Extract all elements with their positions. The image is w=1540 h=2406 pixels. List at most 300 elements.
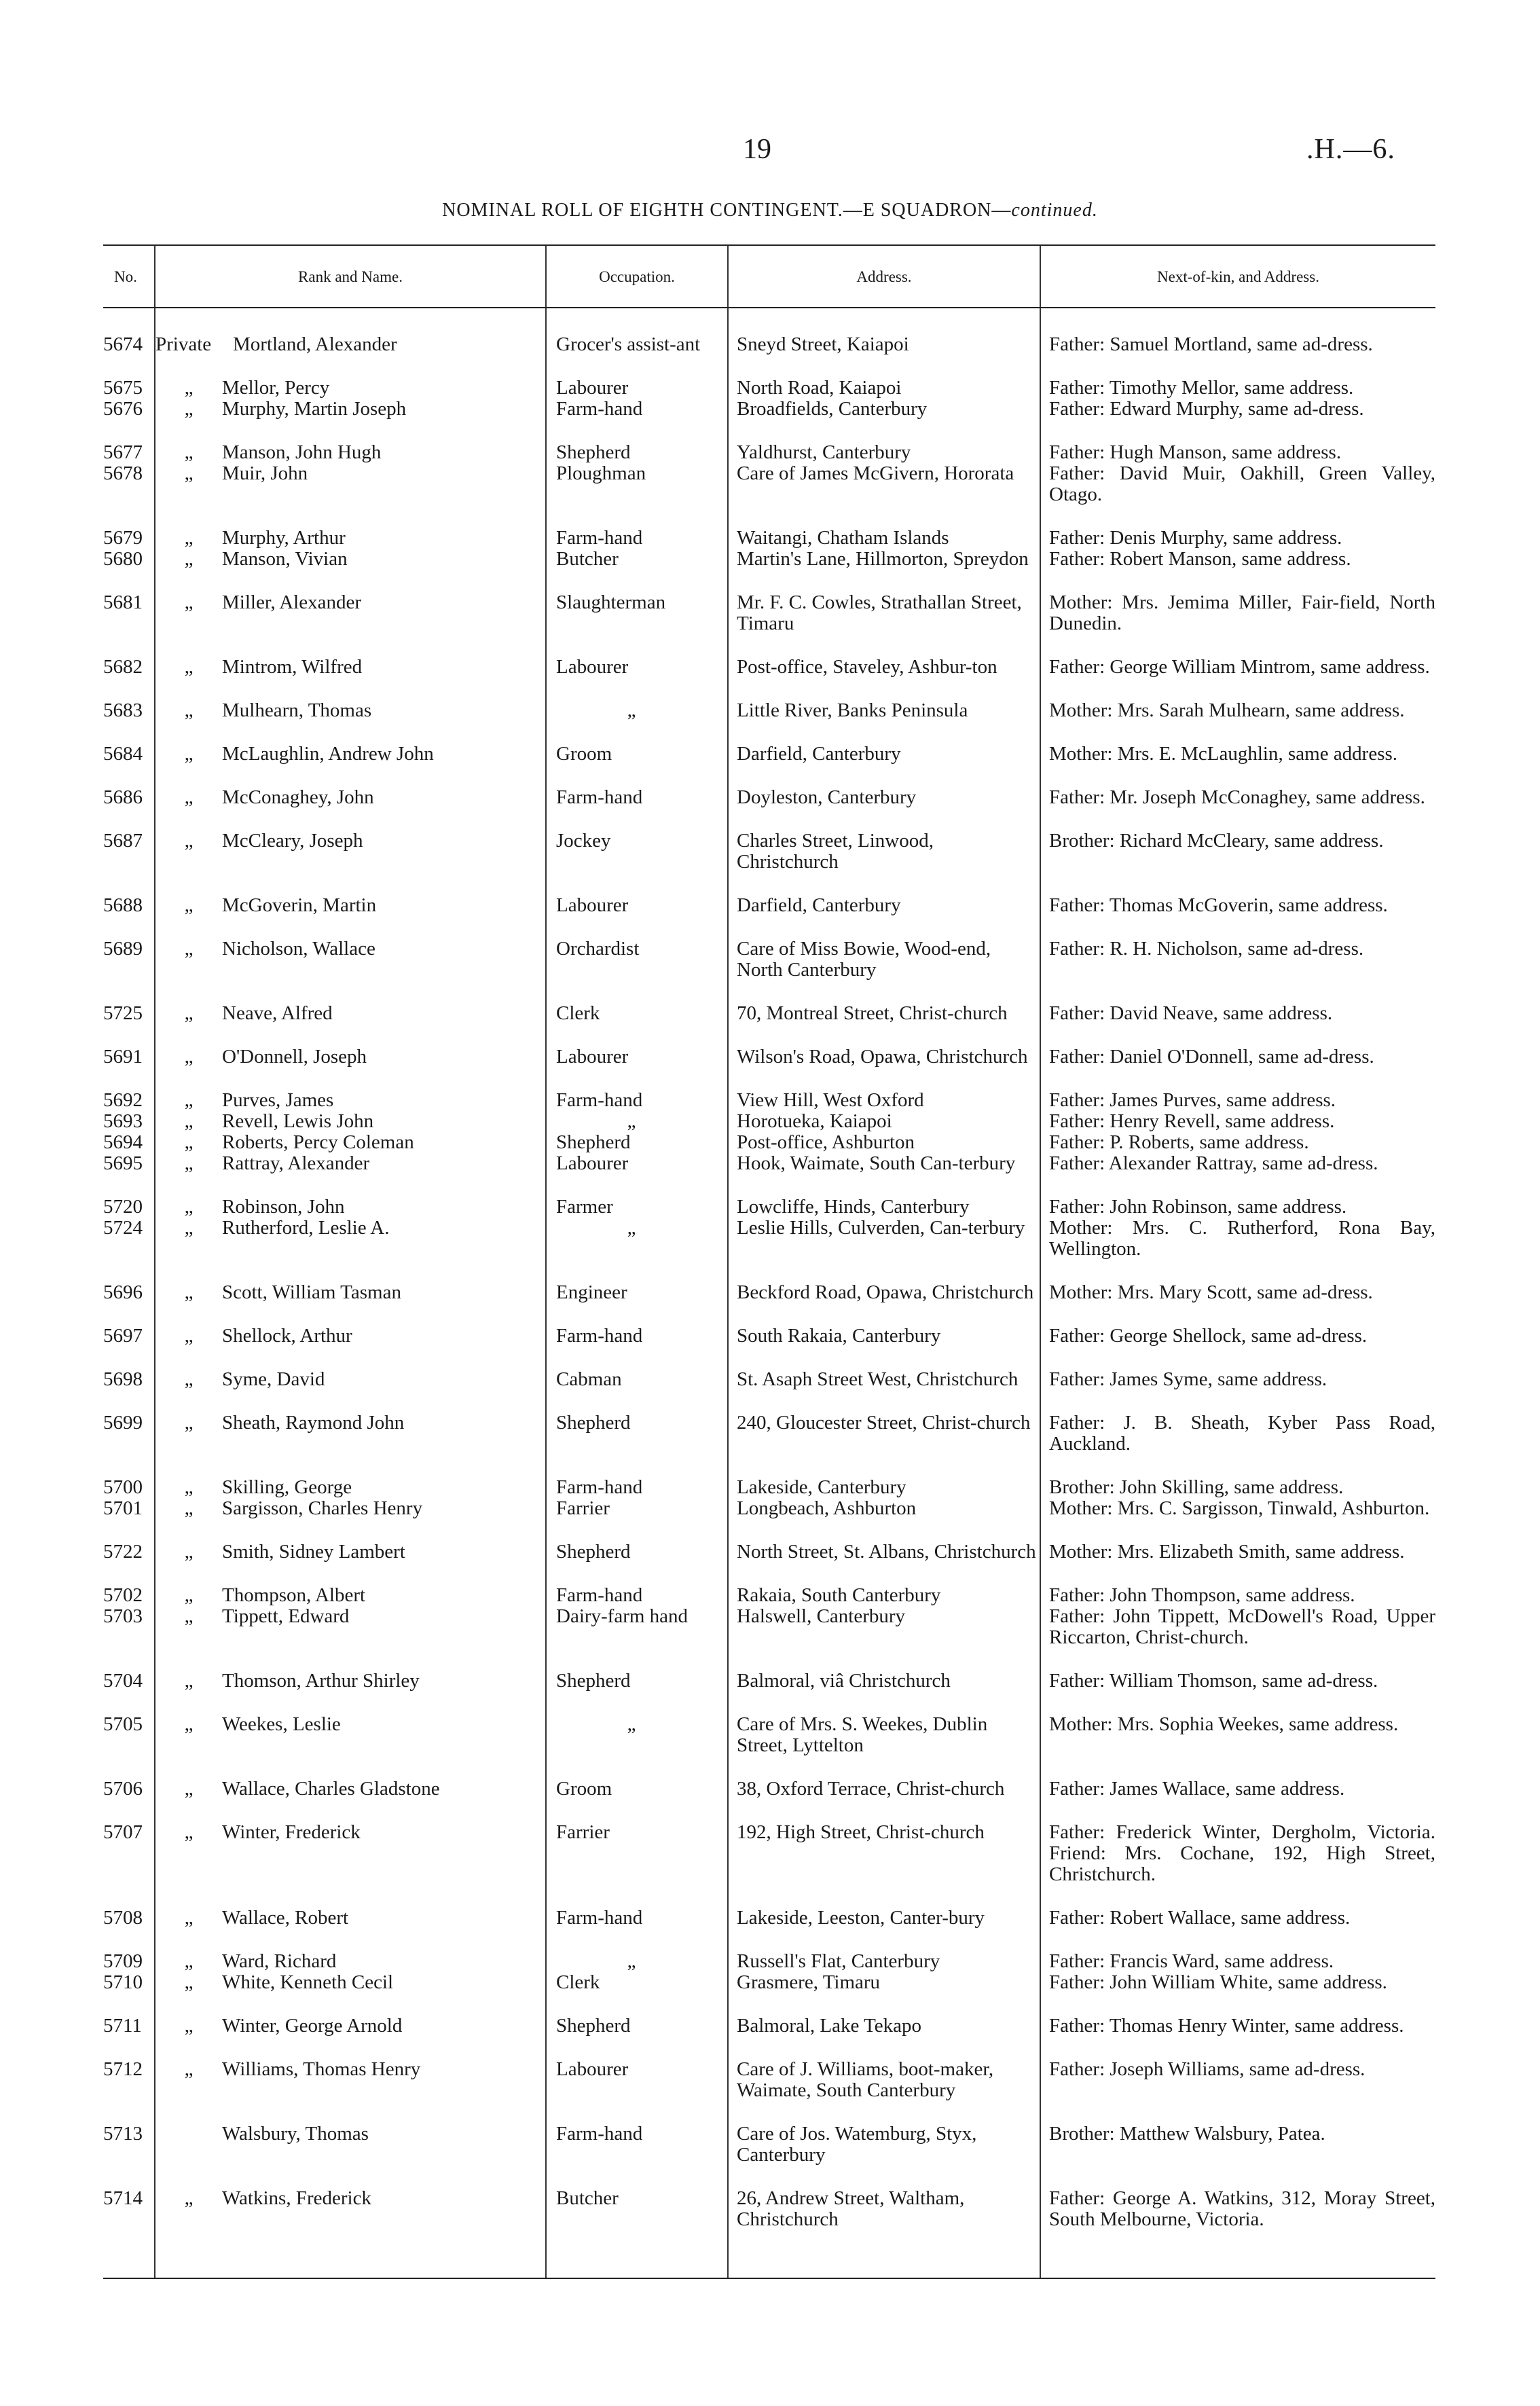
soldier-name: Manson, John Hugh [222,441,382,463]
occupation-text: Farm-hand [556,1325,643,1347]
occupation-text: Farm-hand [556,1584,643,1606]
rank-and-name-cell [155,1822,546,1908]
rank-and-name-cell [155,1153,546,1197]
table-row [103,442,1435,463]
table-row [103,399,1435,442]
next-of-kin: Father: Alexander Rattray, same ad-dress. [1040,1153,1435,1197]
address: Charles Street, Linwood, Christchurch [728,831,1040,895]
occupation [546,1197,728,1218]
column-header-rank-name: Rank and Name. [155,245,546,308]
address: Care of James McGivern, Hororata [728,463,1040,528]
occupation [546,831,728,895]
next-of-kin: Father: Timothy Mellor, same address. [1040,378,1435,399]
table-row [103,1090,1435,1111]
occupation [546,1542,728,1585]
address: Darfield, Canterbury [728,895,1040,938]
service-number: 5692 [103,1089,143,1111]
occupation-text: Farrier [556,1821,610,1843]
occupation [546,938,728,1003]
table-row [103,938,1435,1003]
address: Mr. F. C. Cowles, Strathallan Street, Timaru [728,592,1040,657]
rank: „ [184,2015,194,2037]
table-row [103,1111,1435,1132]
rank-and-name-cell [155,1585,546,1606]
column-header-no: No. [103,245,155,308]
rank-and-name-cell [155,831,546,895]
next-of-kin: Mother: Mrs. C. Rutherford, Rona Bay, Wellington. [1040,1218,1435,1282]
service-number: 5701 [103,1497,143,1519]
service-number: 5679 [103,527,143,549]
occupation-text: Farm-hand [556,527,643,549]
next-of-kin: Father: David Neave, same address. [1040,1003,1435,1046]
page-number: 19 [743,134,771,165]
next-of-kin: Father: Thomas Henry Winter, same address. [1040,2016,1435,2059]
address: North Road, Kaiapoi [728,378,1040,399]
rank: „ [184,2058,194,2080]
soldier-name: Sargisson, Charles Henry [222,1497,423,1519]
next-of-kin: Father: James Syme, same address. [1040,1369,1435,1412]
occupation [546,2059,728,2124]
rank-and-name-cell [155,334,546,378]
soldier-name: Sheath, Raymond John [222,1412,405,1434]
column-header-address: Address. [728,245,1040,308]
rank-and-name-cell [155,1671,546,1714]
soldier-name: Roberts, Percy Coleman [222,1131,414,1153]
occupation [546,1412,728,1477]
next-of-kin: Mother: Mrs. E. McLaughlin, same address. [1040,744,1435,787]
rank-and-name-cell [155,1951,546,1972]
occupation [546,463,728,528]
soldier-name: Mortland, Alexander [233,333,397,355]
address: Care of Jos. Watemburg, Styx, Canterbury [728,2124,1040,2188]
rank-and-name-cell [155,1282,546,1326]
occupation [546,787,728,831]
rank-and-name-cell [155,657,546,700]
occupation-text: Clerk [556,1971,600,1993]
occupation-text: Farm-hand [556,1089,643,1111]
address: North Street, St. Albans, Christchurch [728,1542,1040,1585]
occupation-text: Farm-hand [556,2123,643,2145]
address: St. Asaph Street West, Christchurch [728,1369,1040,1412]
service-number: 5722 [103,1541,143,1563]
rank-and-name-cell [155,1606,546,1671]
rank: „ [184,462,194,484]
service-number: 5707 [103,1821,143,1843]
service-number: 5704 [103,1670,143,1692]
table-row [103,2016,1435,2059]
table-row [103,378,1435,399]
rank-and-name-cell [155,442,546,463]
occupation [546,1326,728,1369]
address: 192, High Street, Christ-church [728,1822,1040,1908]
soldier-name: Mulhearn, Thomas [222,699,372,721]
table-row [103,1218,1435,1282]
rank: „ [184,1778,194,1800]
service-number: 5710 [103,1971,143,1993]
table-row [103,1412,1435,1477]
occupation [546,1671,728,1714]
address: Balmoral, viâ Christchurch [728,1671,1040,1714]
table-row [103,895,1435,938]
table-row [103,1714,1435,1779]
occupation [546,549,728,592]
rank-and-name-cell [155,1477,546,1498]
address: Balmoral, Lake Tekapo [728,2016,1040,2059]
next-of-kin: Father: James Purves, same address. [1040,1090,1435,1111]
next-of-kin: Mother: Mrs. C. Sargisson, Tinwald, Ashburton. [1040,1498,1435,1542]
occupation-text: Butcher [556,2187,619,2209]
table-row [103,1542,1435,1585]
service-number: 5714 [103,2188,155,2278]
occupation-text: „ [627,1950,636,1972]
table-row [103,1046,1435,1090]
table-row [103,1779,1435,1822]
occupation [546,1003,728,1046]
table-row [103,744,1435,787]
rank: „ [184,1821,194,1843]
service-number: 5693 [103,1110,143,1132]
rank: „ [184,1089,194,1111]
service-number: 5691 [103,1046,143,1068]
next-of-kin: Father: J. B. Sheath, Kyber Pass Road, Auckland. [1040,1412,1435,1477]
service-number: 5680 [103,548,143,570]
soldier-name: Skilling, George [222,1476,352,1498]
table-row [103,2188,1435,2278]
rank-and-name-cell [155,1714,546,1779]
address: Post-office, Ashburton [728,1132,1040,1153]
occupation-text: Labourer [556,894,629,916]
table-row [103,831,1435,895]
table-row [103,1326,1435,1369]
rank-and-name-cell [155,700,546,744]
rank: „ [184,1110,194,1132]
occupation-text: Farmer [556,1196,613,1218]
next-of-kin: Father: P. Roberts, same address. [1040,1132,1435,1153]
table-row [103,1671,1435,1714]
service-number: 5724 [103,1217,143,1239]
occupation [546,1132,728,1153]
occupation [546,2016,728,2059]
rank-and-name-cell [155,463,546,528]
occupation-text: Shepherd [556,2015,631,2037]
rank: Private [155,333,212,355]
next-of-kin: Father: Robert Wallace, same address. [1040,1908,1435,1951]
soldier-name: Ward, Richard [222,1950,337,1972]
service-number: 5677 [103,441,143,463]
occupation-text: Butcher [556,548,619,570]
service-number: 5697 [103,1325,143,1347]
rank: „ [184,1002,194,1024]
next-of-kin: Father: George Shellock, same ad-dress. [1040,1326,1435,1369]
rank: „ [184,527,194,549]
rank: „ [184,377,194,399]
occupation [546,1585,728,1606]
service-number: 5681 [103,591,143,613]
soldier-name: Winter, George Arnold [222,2015,403,2037]
table-row [103,1197,1435,1218]
service-number: 5720 [103,1196,143,1218]
occupation [546,2124,728,2188]
roll-title-main: NOMINAL ROLL OF EIGHTH CONTINGENT.—E SQUADRON— [442,200,1012,221]
address: South Rakaia, Canterbury [728,1326,1040,1369]
occupation [546,1908,728,1951]
next-of-kin: Father: John William White, same address. [1040,1972,1435,2016]
next-of-kin: Brother: Richard McCleary, same address. [1040,831,1435,895]
soldier-name: McCleary, Joseph [222,830,363,852]
next-of-kin: Father: Robert Manson, same address. [1040,549,1435,592]
service-number: 5686 [103,786,143,808]
service-number: 5706 [103,1778,143,1800]
next-of-kin: Father: William Thomson, same ad-dress. [1040,1671,1435,1714]
table-row [103,1822,1435,1908]
rank: „ [184,786,194,808]
rank-and-name-cell [155,2059,546,2124]
table-row [103,1972,1435,2016]
service-number: 5694 [103,1131,143,1153]
table-body [103,308,1435,2278]
table-row [103,787,1435,831]
rank-and-name-cell [155,1326,546,1369]
rank: „ [184,1281,194,1303]
occupation [546,399,728,442]
occupation [546,1111,728,1132]
rank-and-name-cell [155,1132,546,1153]
rank-and-name-cell [155,1046,546,1090]
next-of-kin: Father: Francis Ward, same address. [1040,1951,1435,1972]
address: 70, Montreal Street, Christ-church [728,1003,1040,1046]
rank-and-name-cell [155,787,546,831]
rank-and-name-cell [155,744,546,787]
address: Lakeside, Canterbury [728,1477,1040,1498]
service-number: 5689 [103,938,143,960]
occupation-text: Shepherd [556,1131,631,1153]
next-of-kin: Father: John Thompson, same address. [1040,1585,1435,1606]
address: Darfield, Canterbury [728,744,1040,787]
next-of-kin: Father: James Wallace, same address. [1040,1779,1435,1822]
next-of-kin: Brother: Matthew Walsbury, Patea. [1040,2124,1435,2188]
table-row [103,1951,1435,1972]
rank: „ [184,1907,194,1929]
occupation [546,1951,728,1972]
occupation-text: Slaughterman [556,591,666,613]
table-row [103,1282,1435,1326]
address: Lowcliffe, Hinds, Canterbury [728,1197,1040,1218]
soldier-name: Purves, James [222,1089,334,1111]
soldier-name: McConaghey, John [222,786,374,808]
soldier-name: Mintrom, Wilfred [222,656,363,678]
soldier-name: Rattray, Alexander [222,1152,370,1174]
occupation-text: Farm-hand [556,786,643,808]
soldier-name: Winter, Frederick [222,1821,361,1843]
address: Leslie Hills, Culverden, Can-terbury [728,1218,1040,1282]
soldier-name: O'Donnell, Joseph [222,1046,367,1068]
column-header-next-of-kin: Next-of-kin, and Address. [1040,245,1435,308]
occupation-text: Labourer [556,377,629,399]
table-row [103,2059,1435,2124]
address: Grasmere, Timaru [728,1972,1040,2016]
occupation-text: Cabman [556,1368,622,1390]
soldier-name: Shellock, Arthur [222,1325,352,1347]
next-of-kin: Father: Hugh Manson, same address. [1040,442,1435,463]
rank-and-name-cell [155,1908,546,1951]
service-number: 5708 [103,1907,143,1929]
soldier-name: Smith, Sidney Lambert [222,1541,405,1563]
table-row [103,463,1435,528]
next-of-kin: Father: Mr. Joseph McConaghey, same address. [1040,787,1435,831]
address: Wilson's Road, Opawa, Christchurch [728,1046,1040,1090]
rank: „ [184,1046,194,1068]
occupation [546,1046,728,1090]
occupation [546,2188,728,2278]
address: Rakaia, South Canterbury [728,1585,1040,1606]
soldier-name: Williams, Thomas Henry [222,2058,421,2080]
service-number: 5675 [103,377,143,399]
occupation [546,378,728,399]
rank-and-name-cell [155,1090,546,1111]
soldier-name: Nicholson, Wallace [222,938,375,960]
next-of-kin: Father: John Tippett, McDowell's Road, Upper Riccarton, Christ-church. [1040,1606,1435,1671]
occupation-text: Farm-hand [556,1476,643,1498]
soldier-name: Syme, David [222,1368,325,1390]
rank-and-name-cell [155,1542,546,1585]
occupation [546,1779,728,1822]
occupation-text: Jockey [556,830,611,852]
occupation [546,1714,728,1779]
rank: „ [184,699,194,721]
occupation-text: Shepherd [556,1541,631,1563]
table-row [103,1003,1435,1046]
service-number: 5695 [103,1152,143,1174]
occupation-text: Farm-hand [556,1907,643,1929]
rank: „ [184,656,194,678]
occupation [546,895,728,938]
service-number: 5698 [103,1368,143,1390]
occupation-text: Dairy-farm hand [556,1605,689,1627]
rank-and-name-cell [155,399,546,442]
service-number: 5725 [103,1002,143,1024]
rank-and-name-cell [155,1498,546,1542]
table-row [103,1132,1435,1153]
column-header-occupation: Occupation. [546,245,728,308]
occupation-text: Engineer [556,1281,627,1303]
occupation-text: „ [627,699,636,721]
occupation-text: Ploughman [556,462,646,484]
rank: „ [184,938,194,960]
service-number: 5699 [103,1412,143,1434]
soldier-name: Miller, Alexander [222,591,361,613]
occupation-text: Labourer [556,1152,629,1174]
occupation [546,700,728,744]
rank: „ [184,1412,194,1434]
rank-and-name-cell [155,895,546,938]
rank: „ [184,1368,194,1390]
table-row [103,1369,1435,1412]
rank: „ [184,591,194,613]
rank: „ [184,1497,194,1519]
next-of-kin: Mother: Mrs. Sophia Weekes, same address. [1040,1714,1435,1779]
address: Sneyd Street, Kaiapoi [728,334,1040,378]
service-number: 5709 [103,1950,143,1972]
soldier-name: Neave, Alfred [222,1002,333,1024]
occupation-text: Labourer [556,2058,629,2080]
soldier-name: White, Kenneth Cecil [222,1971,394,1993]
occupation [546,1153,728,1197]
rank: „ [184,1971,194,1993]
rank: „ [184,743,194,765]
service-number: 5684 [103,743,143,765]
next-of-kin: Mother: Mrs. Sarah Mulhearn, same address. [1040,700,1435,744]
address: Care of J. Williams, boot-maker, Waimate, South Canterbury [728,2059,1040,2124]
rank-and-name-cell [155,549,546,592]
rank: „ [184,830,194,852]
table-row [103,2124,1435,2188]
rank: „ [184,2187,194,2209]
table-row [103,1153,1435,1197]
rank: „ [184,1217,194,1239]
soldier-name: Mellor, Percy [222,377,330,399]
occupation [546,1369,728,1412]
rank: „ [184,1605,194,1627]
address: Hook, Waimate, South Can-terbury [728,1153,1040,1197]
rank-and-name-cell [155,2188,546,2278]
occupation [546,528,728,549]
soldier-name: Watkins, Frederick [222,2187,371,2209]
occupation-text: „ [627,1217,636,1239]
occupation-text: Farrier [556,1497,610,1519]
next-of-kin: Father: Samuel Mortland, same ad-dress. [1040,334,1435,378]
service-number: 5683 [103,699,143,721]
table-row [103,1477,1435,1498]
address: Lakeside, Leeston, Canter-bury [728,1908,1040,1951]
service-number: 5705 [103,1713,143,1735]
table-row [103,1606,1435,1671]
occupation [546,1822,728,1908]
occupation [546,1090,728,1111]
next-of-kin: Father: George William Mintrom, same address. [1040,657,1435,700]
occupation [546,1218,728,1282]
next-of-kin: Father: Henry Revell, same address. [1040,1111,1435,1132]
service-number: 5678 [103,462,143,484]
table-row [103,1498,1435,1542]
next-of-kin: Mother: Mrs. Elizabeth Smith, same address. [1040,1542,1435,1585]
rank: „ [184,1670,194,1692]
rank: „ [184,398,194,420]
address: 240, Gloucester Street, Christ-church [728,1412,1040,1477]
soldier-name: McLaughlin, Andrew John [222,743,434,765]
address: Halswell, Canterbury [728,1606,1040,1671]
service-number: 5674 [103,333,143,355]
document-reference: .H.—6. [1306,134,1395,165]
occupation-text: Labourer [556,1046,629,1068]
occupation-text: Groom [556,1778,612,1800]
next-of-kin: Father: Frederick Winter, Dergholm, Victoria. Friend: Mrs. Cochane, 192, High Street, Christchurch. [1040,1822,1435,1908]
address: Doyleston, Canterbury [728,787,1040,831]
rank-and-name-cell [155,1218,546,1282]
address: Martin's Lane, Hillmorton, Spreydon [728,549,1040,592]
soldier-name: Tippett, Edward [222,1605,350,1627]
occupation [546,744,728,787]
rank: „ [184,1713,194,1735]
next-of-kin: Brother: John Skilling, same address. [1040,1477,1435,1498]
soldier-name: Murphy, Martin Joseph [222,398,407,420]
occupation-text: Shepherd [556,1670,631,1692]
next-of-kin: Father: R. H. Nicholson, same ad-dress. [1040,938,1435,1003]
rank-and-name-cell [155,2124,546,2188]
address: Longbeach, Ashburton [728,1498,1040,1542]
table-row [103,549,1435,592]
address: Russell's Flat, Canterbury [728,1951,1040,1972]
rank-and-name-cell [155,1412,546,1477]
